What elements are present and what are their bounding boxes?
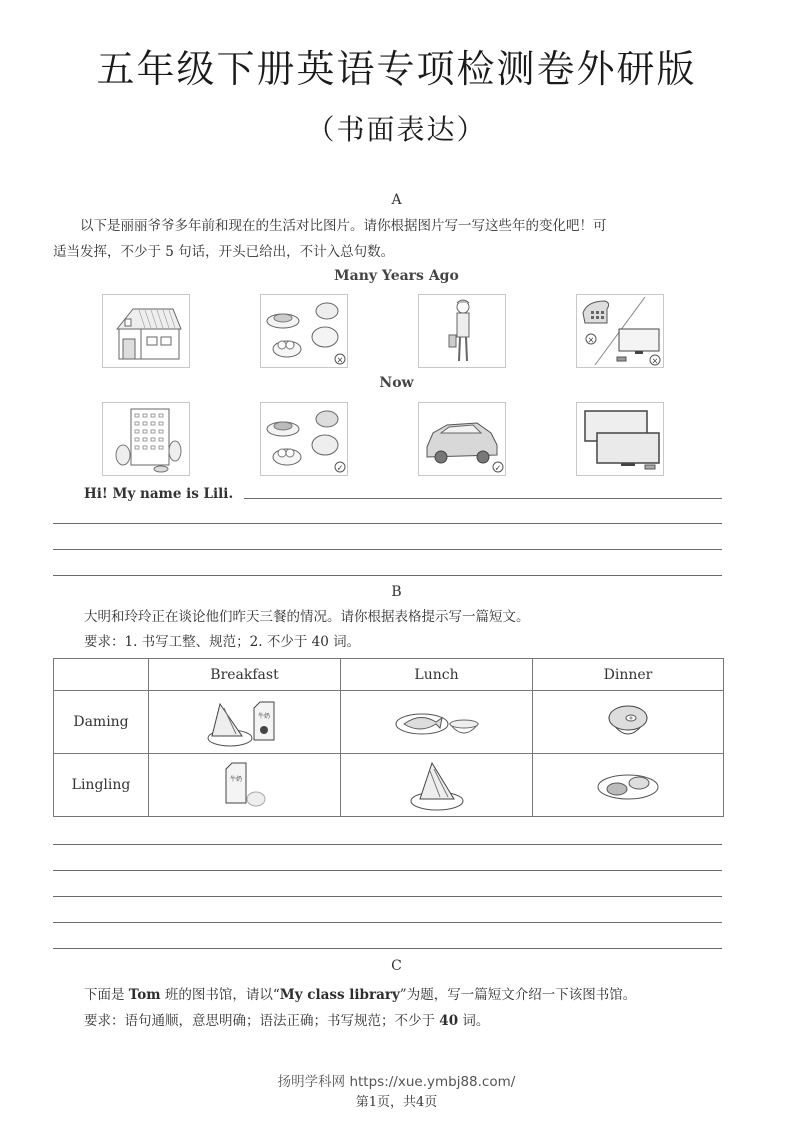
section-c-instruction bbox=[84, 983, 734, 1007]
cell-daming-breakfast bbox=[149, 691, 341, 754]
footer-site-link[interactable]: 扬明学科网 https://xue.ymbj88.com/ bbox=[277, 1074, 516, 1090]
svg-text:×: × bbox=[336, 355, 344, 365]
answer-line[interactable] bbox=[53, 922, 722, 923]
answer-line[interactable] bbox=[53, 523, 722, 524]
row-name-lingling: Lingling bbox=[54, 754, 149, 817]
person-icon bbox=[419, 295, 505, 367]
picture-many-dishes bbox=[260, 402, 348, 476]
meat-vegetables-icon bbox=[573, 757, 683, 813]
page-title: 五年级下册英语专项检测卷外研版 bbox=[96, 47, 697, 91]
house-icon bbox=[103, 295, 189, 367]
sandwich-icon bbox=[382, 757, 492, 813]
picture-man-walking bbox=[418, 294, 506, 368]
requirements-text: 词。 bbox=[458, 1013, 490, 1029]
picture-car bbox=[418, 402, 506, 476]
cell-daming-dinner bbox=[533, 691, 724, 754]
milk-egg-icon bbox=[190, 757, 300, 813]
picture-old-house bbox=[102, 294, 190, 368]
instruction-text: 班的图书馆，请以“ bbox=[160, 987, 280, 1003]
cell-lingling-dinner bbox=[533, 754, 724, 817]
instruction-text: ”为题，写一篇短文介绍一下该图书馆。 bbox=[399, 987, 637, 1003]
picture-telephone-tv bbox=[576, 294, 664, 368]
table-row bbox=[54, 691, 724, 754]
section-c-heading: C bbox=[391, 958, 402, 974]
sandwich-milk-icon bbox=[190, 694, 300, 750]
instruction-topic: My class library bbox=[279, 987, 400, 1003]
footer-page-number: 第1页，共4页 bbox=[355, 1095, 438, 1110]
svg-text:✓: ✓ bbox=[494, 463, 502, 473]
fish-rice-icon bbox=[382, 694, 492, 750]
svg-text:×: × bbox=[587, 335, 595, 345]
answer-line[interactable] bbox=[53, 896, 722, 897]
picture-apartment-building bbox=[102, 402, 190, 476]
section-a-instruction-line1: 以下是丽丽爷爷多年前和现在的生活对比图片。请你根据图片写一写这些年的变化吧！可 bbox=[80, 218, 607, 234]
svg-text:牛奶: 牛奶 bbox=[257, 713, 270, 720]
row-name-daming: Daming bbox=[54, 691, 149, 754]
meals-table bbox=[53, 658, 724, 817]
section-b-requirements: 要求：1. 书写工整、规范；2. 不少于 40 词。 bbox=[84, 634, 361, 650]
answer-line[interactable] bbox=[53, 870, 722, 871]
instruction-text: 下面是 bbox=[84, 987, 129, 1003]
picture-two-tvs bbox=[576, 402, 664, 476]
answer-line[interactable] bbox=[53, 549, 722, 550]
table-header-dinner: Dinner bbox=[533, 659, 724, 691]
answer-line[interactable] bbox=[53, 844, 722, 845]
picture-few-dishes bbox=[260, 294, 348, 368]
food-dishes-icon bbox=[261, 295, 347, 367]
svg-text:✓: ✓ bbox=[336, 463, 344, 473]
car-icon bbox=[419, 403, 505, 475]
requirements-word-count: 40 bbox=[439, 1013, 459, 1029]
answer-line[interactable] bbox=[53, 575, 722, 576]
answer-line[interactable] bbox=[53, 948, 722, 949]
tv-icon bbox=[577, 403, 663, 475]
cell-lingling-breakfast bbox=[149, 754, 341, 817]
cell-daming-lunch bbox=[341, 691, 533, 754]
svg-text:牛奶: 牛奶 bbox=[229, 776, 242, 783]
section-b-instruction: 大明和玲玲正在谈论他们昨天三餐的情况。请你根据表格提示写一篇短文。 bbox=[84, 609, 530, 625]
svg-text:×: × bbox=[651, 356, 659, 366]
building-icon bbox=[103, 403, 189, 475]
cell-lingling-lunch bbox=[341, 754, 533, 817]
caption-now: Now bbox=[379, 375, 414, 391]
table-header-empty bbox=[54, 659, 149, 691]
table-header-lunch: Lunch bbox=[341, 659, 533, 691]
table-row bbox=[54, 754, 724, 817]
answer-line[interactable] bbox=[244, 498, 722, 499]
page-subtitle: （书面表达） bbox=[306, 113, 487, 146]
section-b-heading: B bbox=[391, 584, 402, 600]
food-dishes-icon bbox=[261, 403, 347, 475]
section-c-requirements bbox=[84, 1009, 734, 1033]
table-header-row bbox=[54, 659, 724, 691]
requirements-text: 要求：语句通顺，意思明确；语法正确；书写规范；不少于 bbox=[84, 1013, 440, 1029]
section-a-instruction-line2: 适当发挥，不少于 5 句话，开头已给出，不计入总句数。 bbox=[53, 244, 395, 260]
opening-sentence: Hi! My name is Lili. bbox=[84, 486, 234, 502]
telephone-tv-icon bbox=[577, 295, 663, 367]
instruction-name-tom: Tom bbox=[128, 987, 161, 1003]
caption-many-years-ago: Many Years Ago bbox=[334, 268, 459, 284]
section-a-heading: A bbox=[391, 192, 402, 208]
table-header-breakfast: Breakfast bbox=[149, 659, 341, 691]
noodle-bowl-icon bbox=[573, 694, 683, 750]
